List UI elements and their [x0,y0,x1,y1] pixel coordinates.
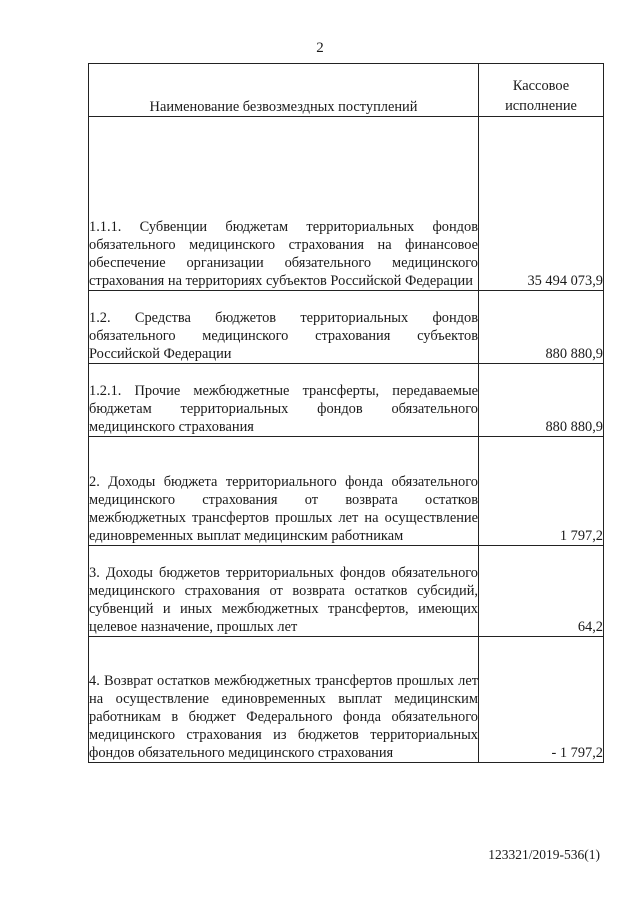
row-amount-cell: - 1 797,2 [479,637,604,763]
row-name-cell: 1.2. Средства бюджетов территориальных фондов обязательного медицинского страхования субъектов Российской Федерации [89,291,479,364]
table-row [89,437,604,546]
row-amount-cell: 64,2 [479,546,604,637]
table-row [89,117,604,291]
row-amount-cell: 880 880,9 [479,364,604,437]
row-name-cell: 3. Доходы бюджетов территориальных фондов обязательного медицинского страхования от возврата остатков субсидий, субвенций и иных межбюджетных трансфертов, имеющих целевое назначение, прошлых лет [89,546,479,637]
table-row [89,546,604,637]
row-name-cell: 1.1.1. Субвенции бюджетам территориальных фондов обязательного медицинского страхования на финансовое обеспечение организации обязательного медицинского страхования на территориях субъектов Российской Федерации [89,117,479,291]
table-row [89,364,604,437]
income-table [88,63,604,763]
column-header-amount: Кассовое исполнение [479,64,604,117]
row-amount-cell: 35 494 073,9 [479,117,604,291]
row-amount-cell: 880 880,9 [479,291,604,364]
row-name-cell: 4. Возврат остатков межбюджетных трансфертов прошлых лет на осуществление единовременных выплат медицинским работникам в бюджет Федерального фонда обязательного медицинского страхования из бюджетов территориальных фондов обязательного медицинского страхования [89,637,479,763]
row-name-cell: 1.2.1. Прочие межбюджетные трансферты, передаваемые бюджетам территориальных фондов обязательного медицинского страхования [89,364,479,437]
row-name-cell: 2. Доходы бюджета территориального фонда обязательного медицинского страхования от возврата остатков межбюджетных трансфертов прошлых лет на осуществление единовременных выплат медицинским работникам [89,437,479,546]
table-row [89,637,604,763]
page-number: 2 [316,40,324,56]
table-row [89,291,604,364]
column-header-name: Наименование безвозмездных поступлений [89,64,479,117]
row-amount-cell: 1 797,2 [479,437,604,546]
table-header-row [89,64,604,117]
document-code: 123321/2019-536(1) [488,847,600,862]
